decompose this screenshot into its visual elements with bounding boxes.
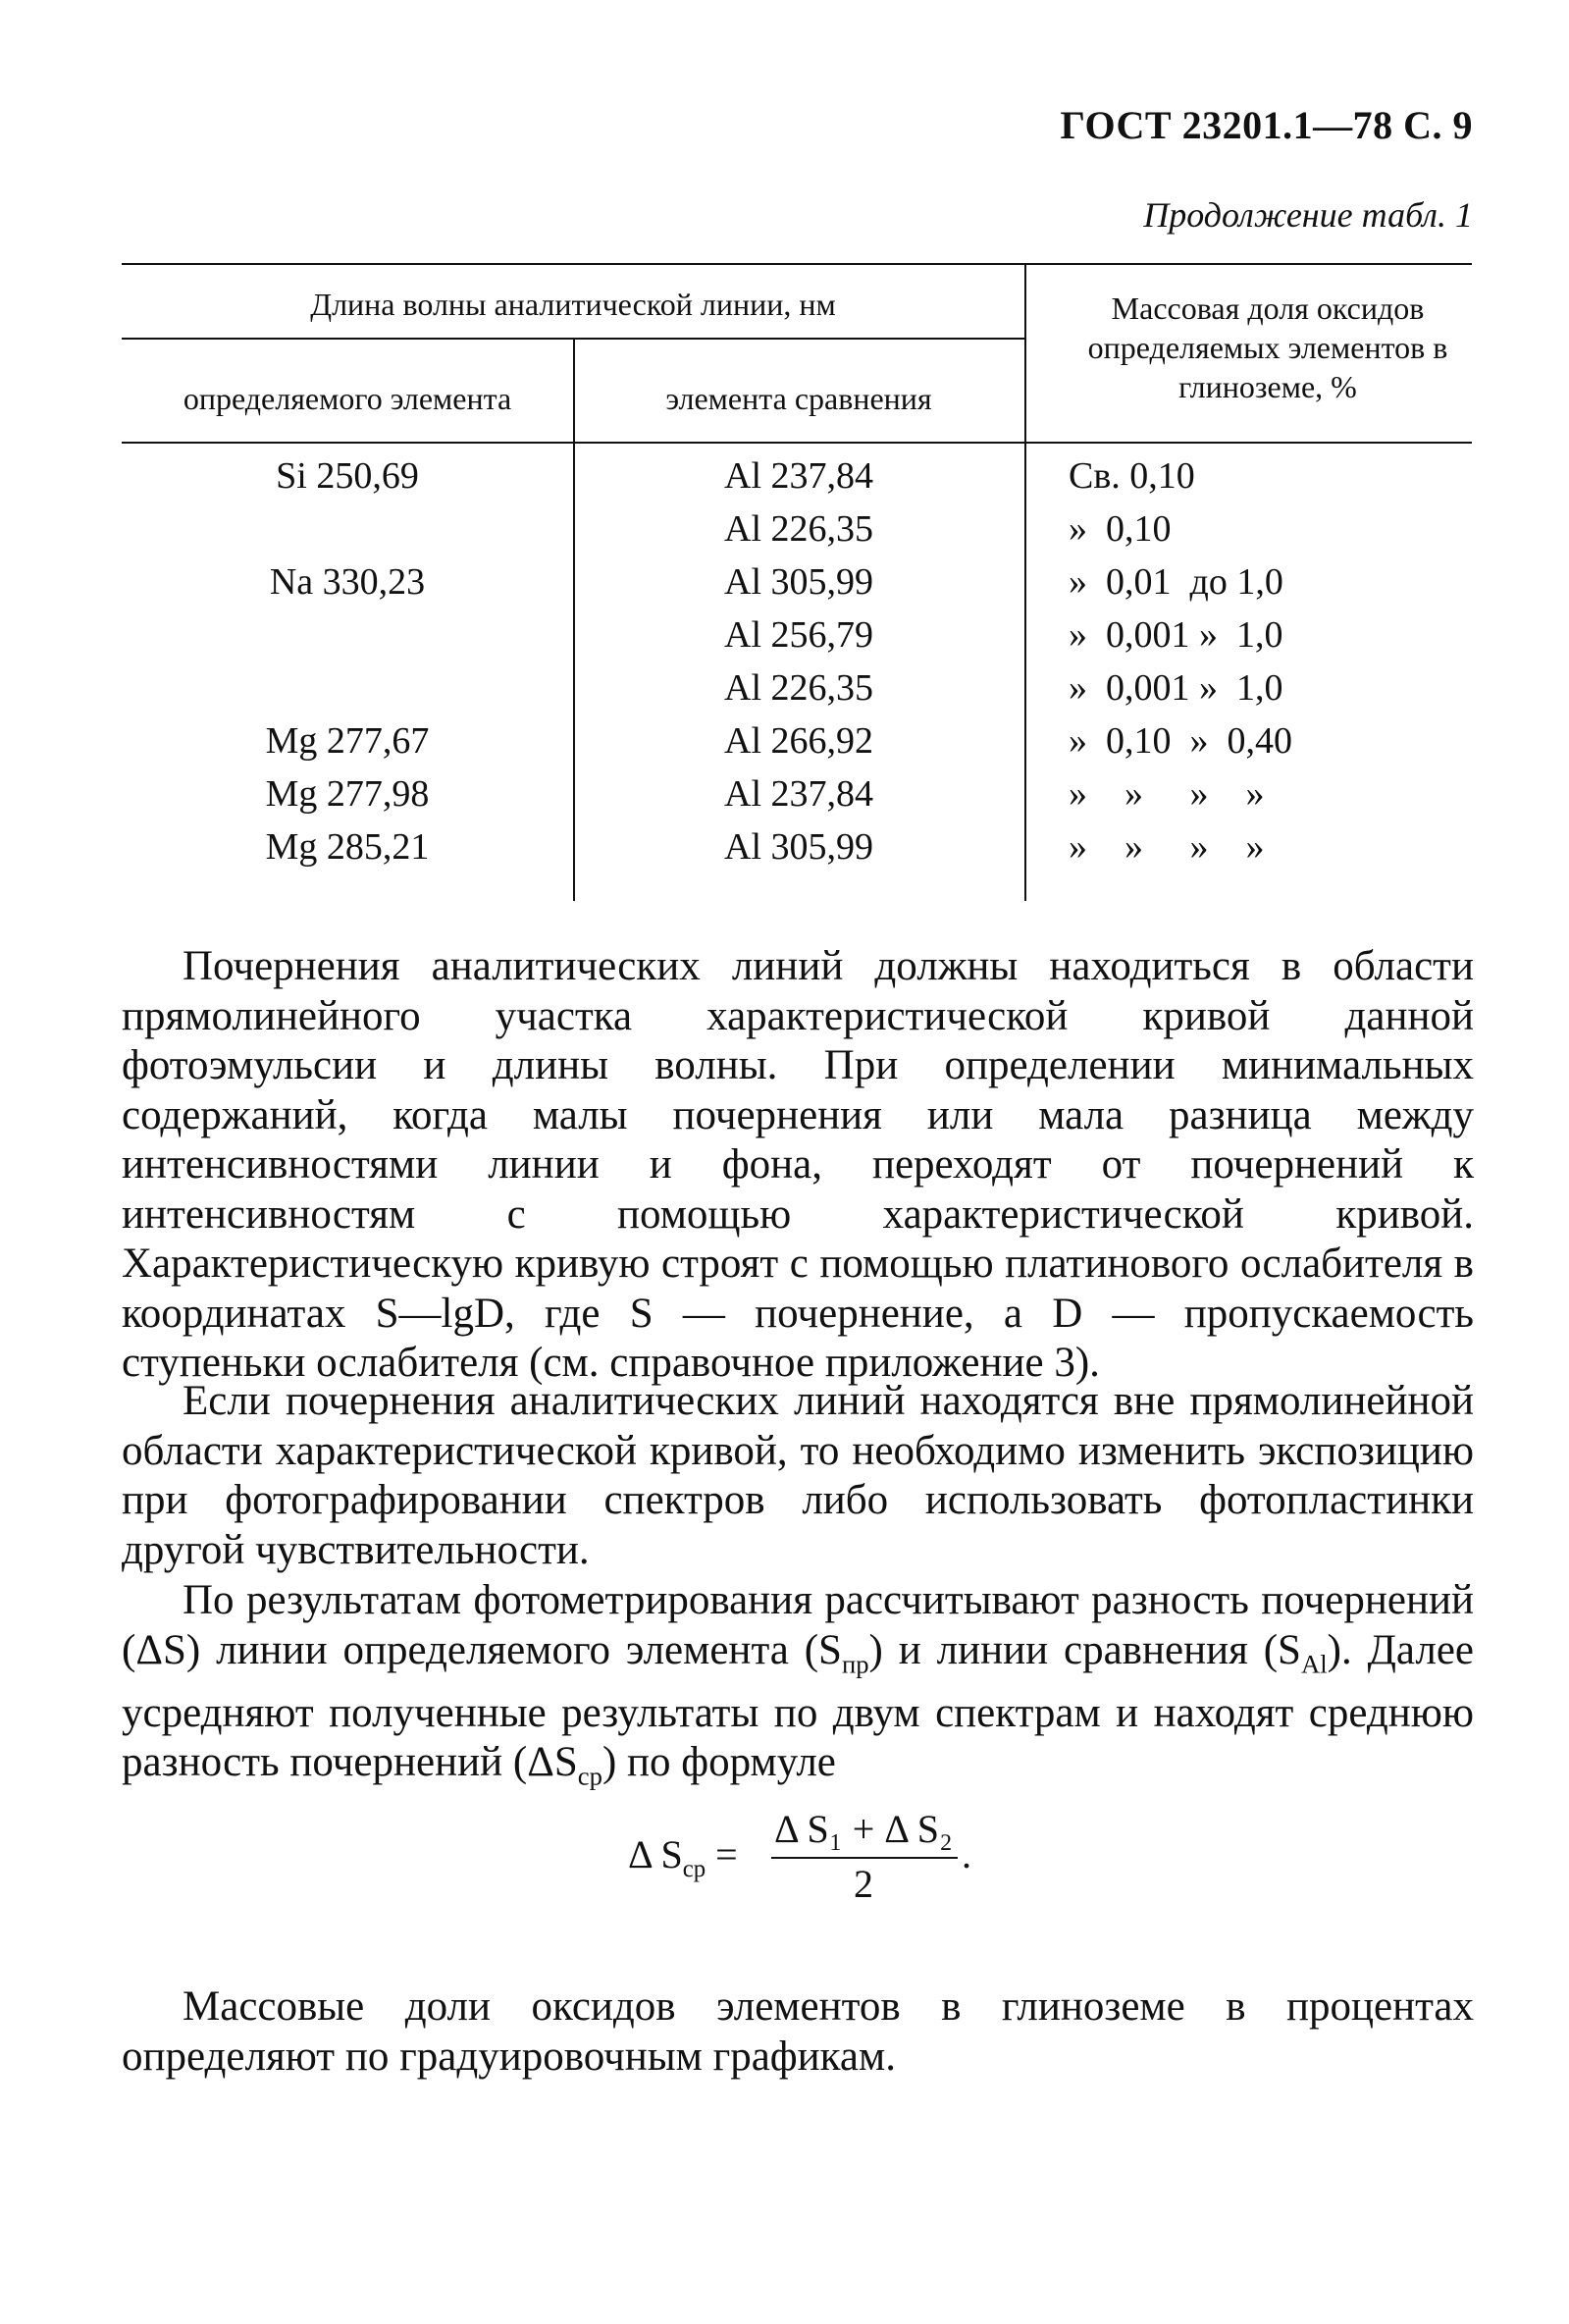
cell-element: Mg 277,98 <box>265 773 430 815</box>
cell-fraction: » 0,10 <box>1069 508 1172 550</box>
formula-fraction-bar <box>771 1857 958 1859</box>
subscript-al: Al <box>1300 1649 1328 1679</box>
formula-numerator: Δ S₁ + Δ S₂ <box>774 1807 953 1851</box>
cell-reference: Al 226,35 <box>724 508 873 550</box>
cell-fraction: » 0,01 до 1,0 <box>1069 561 1283 603</box>
header-col-fraction: Массовая доля оксидов определяемых элементов в глиноземе, % <box>1087 290 1448 404</box>
paragraph-4 <box>122 1982 1474 2082</box>
cell-element: Mg 285,21 <box>265 826 430 868</box>
table-header-bottom-rule <box>122 442 1472 444</box>
paragraph-1 <box>122 942 1474 1389</box>
formula-end-dot: . <box>962 1832 971 1876</box>
formula-denominator: 2 <box>854 1862 873 1906</box>
table-caption: Продолжение табл. 1 <box>1143 195 1473 235</box>
cell-fraction: Св. 0,10 <box>1069 455 1195 497</box>
cell-fraction: » 0,001 » 1,0 <box>1069 667 1283 709</box>
formula-mean-difference <box>628 1806 1020 1924</box>
table-divider-2 <box>1024 263 1026 901</box>
subscript-sr: ср <box>577 1761 602 1791</box>
cell-reference: Al 237,84 <box>724 455 873 497</box>
header-group-wavelength: Длина волны аналитической линии, нм <box>310 287 836 322</box>
cell-fraction: » » » » <box>1069 773 1265 815</box>
cell-fraction: » 0,10 » 0,40 <box>1069 720 1292 762</box>
paragraph-3-text-d: ) по формуле <box>601 1739 836 1786</box>
header-col-element: определяемого элемента <box>183 381 512 416</box>
cell-reference: Al 237,84 <box>724 773 873 815</box>
paragraph-2 <box>122 1377 1474 1575</box>
paragraph-2-text: Если почернения аналитических линий находятся вне прямолинейной области характеристической кривой, то необходимо изменить экспозицию при фотографировании спектров либо использовать фотопластинки другой чувствительности. <box>122 1378 1474 1573</box>
formula-lhs: Δ $S_{ср}$ = <box>628 1832 738 1882</box>
cell-reference: Al 266,92 <box>724 720 873 762</box>
header-col-reference: элемента сравнения <box>665 381 932 416</box>
cell-reference: Al 226,35 <box>724 667 873 709</box>
table-top-rule <box>122 263 1472 265</box>
cell-reference: Al 256,79 <box>724 614 873 656</box>
subscript-pr: пр <box>841 1649 869 1679</box>
cell-reference: Al 305,99 <box>724 561 873 603</box>
cell-reference: Al 305,99 <box>724 826 873 868</box>
data-table <box>122 263 1472 901</box>
cell-fraction: » » » » <box>1069 826 1265 868</box>
cell-fraction: » 0,001 » 1,0 <box>1069 614 1283 656</box>
paragraph-4-text: Массовые доли оксидов элементов в глиноземе в процентах определяют по градуировочным графикам. <box>122 1983 1474 2080</box>
cell-element: Si 250,69 <box>276 455 419 497</box>
paragraph-3-text-a: По результатам фотометрирования рассчитывают разность почернений (ΔS) линии определяемого элемента (S <box>122 1577 1474 1673</box>
paragraph-3 <box>122 1576 1474 1801</box>
cell-element: Na 330,23 <box>269 561 426 603</box>
paragraph-3-text-c: ). Далее усредняют полученные результаты по двум спектрам и находят среднюю разность почернений (ΔS <box>122 1626 1475 1786</box>
paragraph-1-text: Почернения аналитических линий должны находиться в области прямолинейного участка характеристической кривой данной фотоэмульсии и длины волны. При определении минимальных содержаний, когда малы почернения или мала разница между интенсивностями линии и фона, переходят от почернений к интенсивностям с помощью характеристической кривой. Характеристическую кривую строят с помощью платинового ослабителя в координатах S—lgD, где S — почернение, а D — пропускаемость ступеньки ослабителя (см. справочное приложение 3). <box>122 943 1474 1386</box>
cell-element: Mg 277,67 <box>265 720 430 762</box>
page-header: ГОСТ 23201.1—78 С. 9 <box>1060 103 1473 147</box>
paragraph-3-text-b: ) и линии сравнения (S <box>868 1626 1301 1673</box>
